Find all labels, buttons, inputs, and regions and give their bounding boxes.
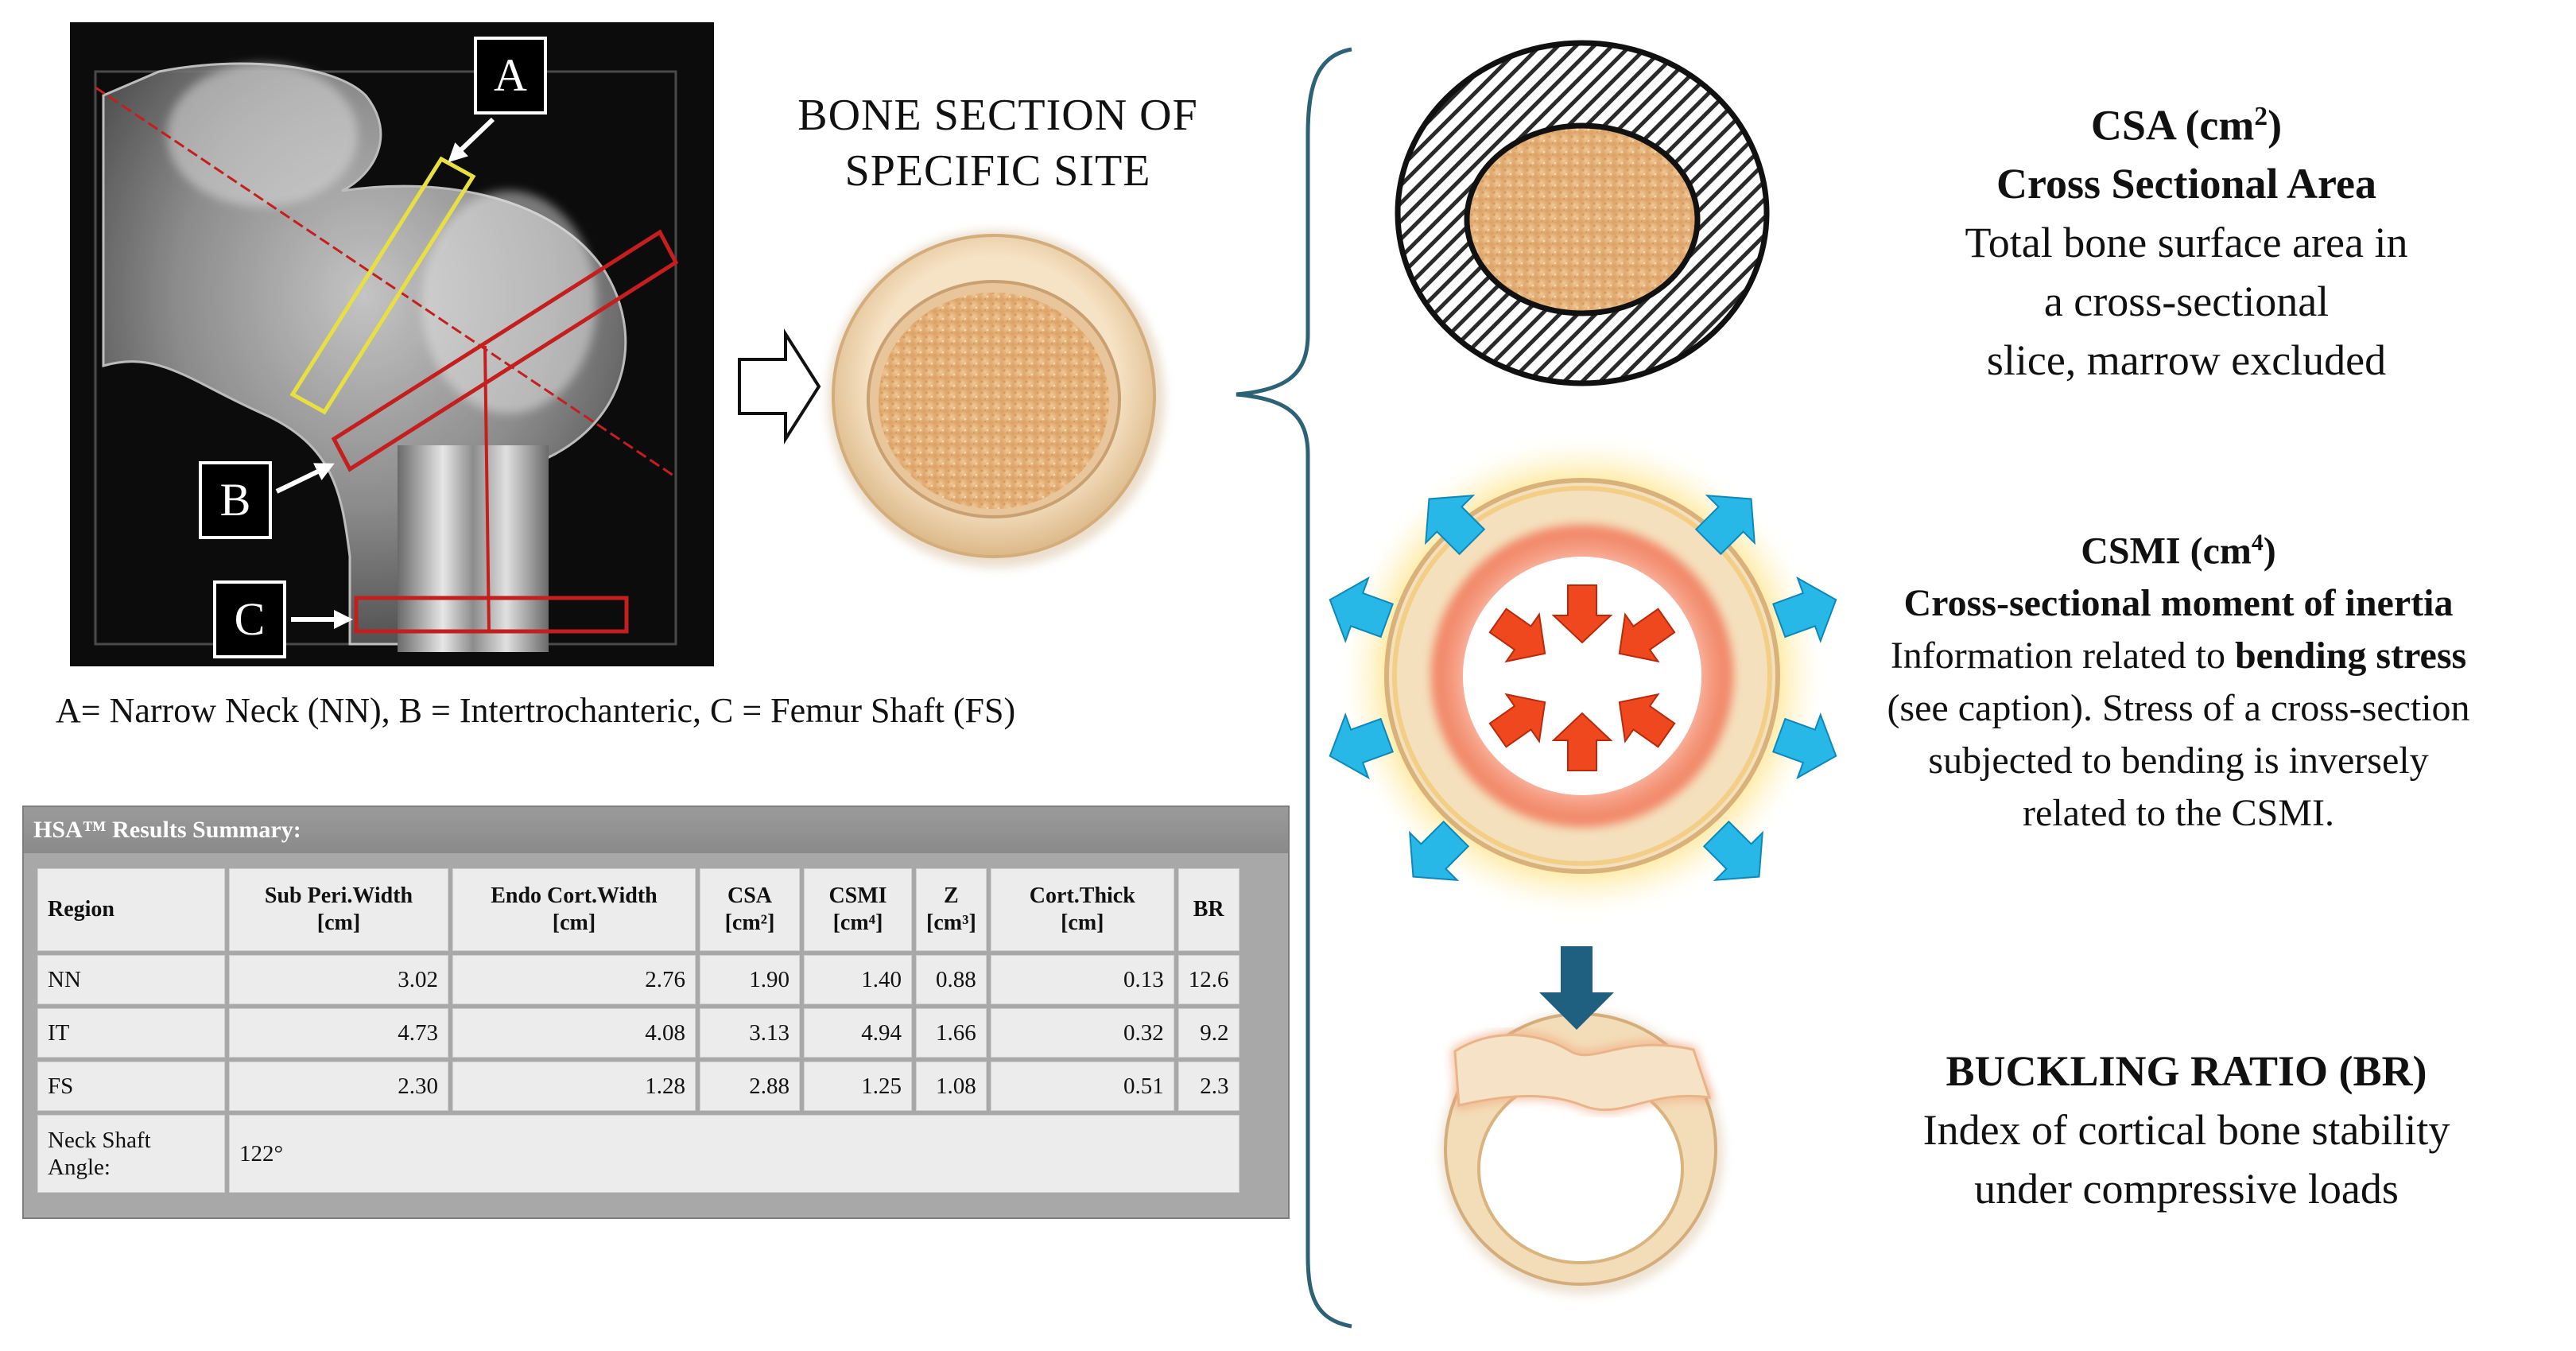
csa-title-sup: 2 [2254, 102, 2268, 131]
csa-desc-1: Total bone surface area in [1965, 219, 2408, 267]
table-row [37, 955, 1240, 1004]
csmi-desc-2: (see caption). Stress of a cross-section [1887, 687, 2470, 730]
femur-xray-image [70, 22, 714, 666]
header-cell [37, 868, 225, 951]
label-c: C [234, 593, 266, 645]
table-cell: 4.94 [804, 1008, 912, 1058]
header-label: Sub Peri.Width [264, 883, 413, 908]
hsa-title: HSA™ Results Summary: [24, 807, 1288, 853]
table-cell: FS [37, 1062, 225, 1111]
header-label: BR [1193, 897, 1224, 922]
table-cell: 0.51 [991, 1062, 1174, 1111]
header-label: Z [944, 883, 959, 908]
header-unit: [cm²] [724, 910, 775, 935]
section-title-line-1: BONE SECTION OF [797, 91, 1198, 140]
hsa-results-panel [22, 806, 1290, 1219]
neck-shaft-value: 122° [229, 1115, 1240, 1193]
header-cell [991, 868, 1174, 951]
bone-section-ring [828, 231, 1165, 568]
header-unit: [cm] [552, 910, 596, 935]
table-cell: 1.08 [916, 1062, 987, 1111]
neck-shaft-label [37, 1115, 225, 1193]
table-cell: 2.30 [229, 1062, 448, 1111]
header-cell [229, 868, 448, 951]
site-caption: A= Narrow Neck (NN), B = Intertrochanteric, C = Femur Shaft (FS) [56, 691, 1016, 730]
csa-description [1821, 87, 2552, 390]
neck-shaft-label-2: Angle: [48, 1155, 111, 1180]
header-label: Cort.Thick [1029, 883, 1135, 908]
header-cell [804, 868, 912, 951]
table-cell: 0.32 [991, 1008, 1174, 1058]
table-cell: 9.2 [1178, 1008, 1240, 1058]
csa-title [1821, 87, 2552, 154]
table-cell: 3.13 [700, 1008, 800, 1058]
header-unit: [cm] [316, 910, 361, 935]
br-desc-1: Index of cortical bone stability [1922, 1106, 2450, 1154]
header-label: Endo Cort.Width [491, 883, 658, 908]
table-cell: 0.88 [916, 955, 987, 1004]
table-cell: 1.40 [804, 955, 912, 1004]
table-cell: 1.90 [700, 955, 800, 1004]
buckling-ring [1441, 1011, 1724, 1295]
table-cell: 4.08 [452, 1008, 696, 1058]
csa-title-prefix: CSA (cm [2090, 101, 2255, 149]
table-row [37, 1008, 1240, 1058]
br-title: BUCKLING RATIO (BR) [1946, 1047, 2427, 1095]
csa-ring [1398, 43, 1767, 383]
header-cell [452, 868, 696, 951]
table-cell: NN [37, 955, 225, 1004]
table-cell: 2.3 [1178, 1062, 1240, 1111]
hsa-results-table [33, 864, 1243, 1197]
csmi-title-suffix: ) [2263, 530, 2276, 573]
section-title [739, 87, 1256, 199]
table-cell: IT [37, 1008, 225, 1058]
csmi-desc-1a: Information related to [1890, 635, 2235, 677]
csmi-desc-1b: bending stress [2234, 635, 2467, 677]
neck-shaft-label-1: Neck Shaft [48, 1128, 151, 1153]
header-cell [1178, 868, 1240, 951]
csmi-title [1789, 517, 2568, 577]
section-title-line-2: SPECIFIC SITE [844, 146, 1151, 196]
header-unit: [cm] [1061, 910, 1104, 935]
table-cell: 2.88 [700, 1062, 800, 1111]
table-cell: 1.28 [452, 1062, 696, 1111]
table-cell: 12.6 [1178, 955, 1240, 1004]
header-unit: [cm⁴] [832, 910, 883, 935]
br-desc-2: under compressive loads [1974, 1165, 2399, 1213]
csmi-desc-1 [1789, 630, 2568, 682]
csa-desc-2: a cross-sectional [2043, 278, 2330, 326]
table-header-row [37, 868, 1240, 951]
table-cell: 1.25 [804, 1062, 912, 1111]
table-cell: 4.73 [229, 1008, 448, 1058]
header-unit: [cm³] [926, 910, 976, 935]
table-row [37, 1062, 1240, 1111]
table-row [37, 1115, 1240, 1193]
table-cell: 0.13 [991, 955, 1174, 1004]
header-cell [700, 868, 800, 951]
csmi-desc-4: related to the CSMI. [2023, 792, 2334, 835]
csa-desc-3: slice, marrow excluded [1986, 336, 2387, 385]
label-a: A [494, 49, 527, 101]
header-cell [916, 868, 987, 951]
table-cell: 1.66 [916, 1008, 987, 1058]
label-b: B [219, 474, 251, 526]
csa-title-suffix: ) [2268, 101, 2283, 149]
csa-subtitle: Cross Sectional Area [1996, 160, 2376, 208]
csmi-subtitle: Cross-sectional moment of inertia [1903, 582, 2454, 625]
br-description [1821, 1042, 2552, 1218]
right-arrow-icon [739, 334, 819, 439]
header-label: CSMI [828, 883, 887, 908]
header-label: CSA [727, 883, 772, 908]
header-label: Region [48, 897, 114, 922]
csmi-description [1789, 517, 2568, 840]
table-cell: 2.76 [452, 955, 696, 1004]
csmi-title-sup: 4 [2251, 530, 2264, 556]
csmi-desc-3: subjected to bending is inversely [1928, 740, 2429, 782]
table-cell: 3.02 [229, 955, 448, 1004]
csmi-title-prefix: CSMI (cm [2081, 530, 2252, 573]
